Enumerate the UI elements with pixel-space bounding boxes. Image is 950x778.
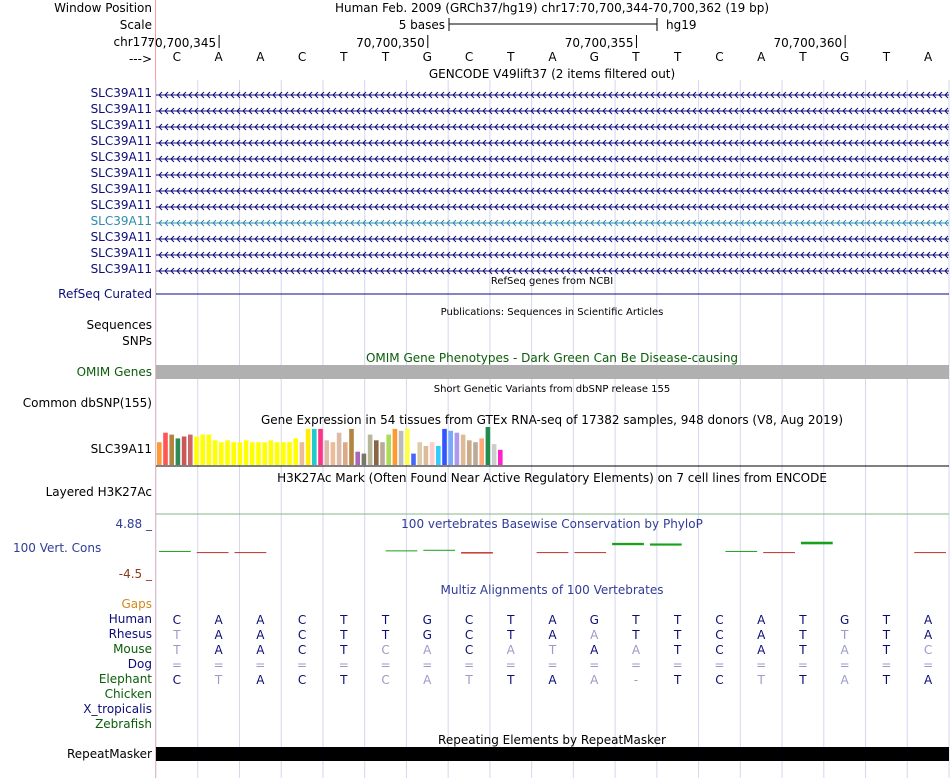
- phylop-title[interactable]: 100 vertebrates Basewise Conservation by PhyloP: [401, 517, 703, 531]
- base-letter: T: [381, 50, 390, 64]
- alignment-base: A: [590, 643, 599, 657]
- scale-label: Scale: [119, 18, 152, 32]
- refseq-track-label[interactable]: RefSeq Curated: [58, 287, 152, 301]
- alignment-base: A: [214, 628, 223, 642]
- alignment-base: A: [757, 613, 766, 627]
- gtex-tissue-bar[interactable]: [194, 437, 199, 466]
- alignment-base: A: [506, 643, 515, 657]
- alignment-base: A: [548, 673, 557, 687]
- gtex-tissue-bar[interactable]: [411, 454, 416, 465]
- alignment-base: A: [256, 673, 265, 687]
- gencode-gene-label[interactable]: SLC39A11: [90, 262, 152, 276]
- alignment-base: =: [380, 658, 391, 672]
- base-letter: A: [256, 50, 265, 64]
- alignment-base: C: [715, 673, 724, 687]
- scale-text: 5 bases: [398, 18, 445, 32]
- gtex-tissue-bar[interactable]: [467, 440, 472, 465]
- phylop-bar[interactable]: [763, 552, 795, 553]
- alignment-base: T: [882, 628, 891, 642]
- omim-title[interactable]: OMIM Gene Phenotypes - Dark Green Can Be Disease-causing: [365, 351, 739, 365]
- alignment-base: C: [715, 643, 724, 657]
- gtex-tissue-bar[interactable]: [430, 442, 435, 465]
- base-letter: A: [757, 50, 766, 64]
- base-letter: A: [214, 50, 223, 64]
- gencode-gene-label[interactable]: SLC39A11: [90, 214, 152, 228]
- base-letter: C: [715, 50, 724, 64]
- alignment-base: T: [799, 628, 807, 642]
- ruler-position: 70,700,355: [564, 36, 634, 50]
- publications-title[interactable]: Publications: Sequences in Scientific Articles: [440, 307, 664, 318]
- strand-label: --->: [128, 52, 152, 66]
- alignment-base: A: [840, 643, 849, 657]
- gtex-tissue-bar[interactable]: [287, 442, 292, 465]
- alignment-base: =: [756, 658, 767, 672]
- gtex-tissue-bar[interactable]: [424, 446, 429, 465]
- gtex-tissue-bar[interactable]: [374, 440, 379, 465]
- alignment-base: C: [923, 643, 933, 657]
- alignment-base: C: [297, 643, 307, 657]
- gtex-tissue-bar[interactable]: [300, 442, 305, 465]
- gtex-tissue-bar[interactable]: [318, 429, 323, 465]
- alignment-base: T: [340, 613, 348, 627]
- alignment-base: =: [297, 658, 308, 672]
- gtex-tissue-bar[interactable]: [188, 435, 193, 465]
- gtex-tissue-bar[interactable]: [498, 450, 503, 465]
- phylop-bar[interactable]: [423, 550, 455, 551]
- gtex-tissue-bar[interactable]: [176, 438, 181, 465]
- alignment-base: A: [631, 643, 641, 657]
- phylop-max-label: 4.88 _: [115, 517, 152, 531]
- gtex-tissue-bar[interactable]: [207, 435, 212, 465]
- alignment-base: =: [171, 658, 182, 672]
- alignment-base: =: [338, 658, 349, 672]
- alignment-base: A: [256, 643, 265, 657]
- gtex-tissue-bar[interactable]: [337, 433, 342, 465]
- base-letter: A: [924, 50, 933, 64]
- gencode-gene-label[interactable]: SLC39A11: [90, 118, 152, 132]
- alignment-base: =: [505, 658, 516, 672]
- alignment-base: T: [381, 613, 390, 627]
- base-letter: T: [799, 50, 807, 64]
- gtex-tissue-bar[interactable]: [269, 440, 274, 465]
- alignment-base: T: [173, 628, 181, 642]
- gtex-tissue-bar[interactable]: [455, 433, 460, 465]
- h3k27ac-title[interactable]: H3K27Ac Mark (Often Found Near Active Regulatory Elements) on 7 cell lines from ENCODE: [277, 471, 827, 485]
- multiz-species-label[interactable]: Dog: [127, 657, 152, 671]
- multiz-species-label[interactable]: Mouse: [113, 642, 152, 656]
- base-letter: C: [297, 50, 307, 64]
- gtex-tissue-bar[interactable]: [213, 440, 218, 465]
- gtex-tissue-bar[interactable]: [324, 440, 329, 465]
- alignment-base: T: [632, 613, 640, 627]
- phylop-bar[interactable]: [725, 551, 757, 552]
- gtex-tissue-bar[interactable]: [399, 431, 404, 465]
- phylop-bar[interactable]: [914, 552, 946, 553]
- alignment-base: A: [924, 613, 933, 627]
- gencode-gene-label[interactable]: SLC39A11: [90, 86, 152, 100]
- base-letter: T: [507, 50, 515, 64]
- gtex-tissue-bar[interactable]: [473, 442, 478, 465]
- alignment-base: T: [632, 628, 640, 642]
- dbsnp-track-label[interactable]: Common dbSNP(155): [22, 396, 152, 410]
- gtex-tissue-bar[interactable]: [355, 452, 360, 465]
- gtex-tissue-bar[interactable]: [281, 442, 286, 465]
- omim-track-label[interactable]: OMIM Genes: [76, 365, 152, 379]
- gtex-tissue-bar[interactable]: [231, 442, 236, 465]
- alignment-base: -: [633, 673, 639, 687]
- alignment-base: A: [840, 673, 849, 687]
- phylop-bar[interactable]: [386, 550, 418, 551]
- alignment-base: T: [507, 628, 515, 642]
- base-letter: G: [422, 50, 432, 64]
- pubs-snps-label[interactable]: SNPs: [122, 334, 152, 348]
- alignment-base: T: [507, 613, 515, 627]
- alignment-base: =: [923, 658, 934, 672]
- gtex-tissue-bar[interactable]: [393, 429, 398, 465]
- alignment-base: T: [882, 643, 891, 657]
- gencode-gene-label[interactable]: SLC39A11: [90, 134, 152, 148]
- chrom-label: chr17:: [113, 35, 152, 49]
- repeatmasker-title[interactable]: Repeating Elements by RepeatMasker: [438, 733, 666, 747]
- phylop-bar[interactable]: [197, 552, 229, 553]
- alignment-base: T: [214, 673, 223, 687]
- gtex-tissue-bar[interactable]: [442, 429, 447, 465]
- gtex-tissue-bar[interactable]: [238, 442, 243, 465]
- alignment-base: G: [422, 628, 432, 642]
- base-letter: T: [340, 50, 348, 64]
- alignment-base: T: [507, 673, 515, 687]
- alignment-base: A: [256, 613, 265, 627]
- alignment-base: T: [381, 628, 390, 642]
- alignment-base: T: [340, 643, 348, 657]
- gtex-tissue-bar[interactable]: [436, 446, 441, 465]
- gencode-gene-label[interactable]: SLC39A11: [90, 198, 152, 212]
- alignment-base: T: [799, 643, 807, 657]
- alignment-base: =: [881, 658, 892, 672]
- gencode-gene-label[interactable]: SLC39A11: [90, 230, 152, 244]
- base-letter: A: [548, 50, 557, 64]
- gtex-tissue-bar[interactable]: [479, 438, 484, 465]
- ruler-position: 70,700,360: [773, 36, 843, 50]
- ruler-position: 70,700,345: [147, 36, 217, 50]
- alignment-base: =: [714, 658, 725, 672]
- repeatmasker-bar[interactable]: [156, 747, 949, 761]
- base-letter: T: [674, 50, 682, 64]
- pubs-sequences-label[interactable]: Sequences: [86, 318, 152, 332]
- gtex-tissue-bar[interactable]: [157, 442, 162, 465]
- multiz-gaps-label: Gaps: [121, 597, 152, 611]
- alignment-base: C: [715, 628, 724, 642]
- alignment-base: A: [256, 628, 265, 642]
- base-letter: T: [882, 50, 891, 64]
- gtex-tissue-bar[interactable]: [225, 440, 230, 465]
- alignment-base: A: [548, 628, 557, 642]
- alignment-base: C: [464, 613, 474, 627]
- gtex-tissue-bar[interactable]: [405, 429, 410, 465]
- alignment-base: G: [422, 613, 432, 627]
- alignment-base: C: [297, 673, 307, 687]
- multiz-species-label[interactable]: X_tropicalis: [83, 702, 152, 716]
- gtex-tissue-bar[interactable]: [343, 442, 348, 465]
- alignment-base: A: [757, 643, 766, 657]
- alignment-base: T: [840, 628, 849, 642]
- alignment-base: C: [172, 673, 182, 687]
- alignment-base: =: [463, 658, 475, 672]
- gtex-tissue-bar[interactable]: [448, 431, 453, 465]
- alignment-base: C: [464, 628, 474, 642]
- alignment-base: =: [839, 658, 850, 672]
- refseq-title[interactable]: RefSeq genes from NCBI: [490, 276, 614, 287]
- gtex-tissue-bar[interactable]: [250, 442, 255, 465]
- gencode-gene-label[interactable]: SLC39A11: [90, 150, 152, 164]
- alignment-base: A: [757, 628, 766, 642]
- gencode-gene-label[interactable]: SLC39A11: [90, 182, 152, 196]
- gtex-tissue-bar[interactable]: [380, 442, 385, 465]
- alignment-base: C: [297, 613, 307, 627]
- gtex-tissue-bar[interactable]: [417, 442, 422, 465]
- alignment-base: =: [547, 658, 558, 672]
- gtex-tissue-bar[interactable]: [349, 429, 354, 465]
- alignment-base: A: [214, 613, 223, 627]
- gtex-tissue-bar[interactable]: [492, 444, 497, 465]
- alignment-base: C: [172, 613, 182, 627]
- gtex-track-label[interactable]: SLC39A11: [90, 442, 152, 456]
- alignment-base: =: [630, 658, 642, 672]
- phylop-bar[interactable]: [612, 543, 644, 545]
- repeatmasker-track-label[interactable]: RepeatMasker: [66, 747, 152, 761]
- gtex-tissue-bar[interactable]: [312, 429, 317, 465]
- phylop-bar[interactable]: [574, 552, 606, 553]
- alignment-base: G: [589, 613, 599, 627]
- alignment-base: T: [799, 673, 807, 687]
- gtex-tissue-bar[interactable]: [262, 442, 267, 465]
- alignment-base: T: [674, 628, 682, 642]
- gtex-tissue-bar[interactable]: [293, 438, 298, 465]
- alignment-base: T: [799, 613, 807, 627]
- alignment-base: T: [757, 673, 765, 687]
- gtex-title[interactable]: Gene Expression in 54 tissues from GTEx RNA-seq of 17382 samples, 948 donors (V8, Aug 2019): [260, 413, 844, 427]
- phylop-bar[interactable]: [159, 551, 191, 552]
- base-letter: C: [172, 50, 182, 64]
- alignment-base: T: [340, 673, 348, 687]
- gencode-title[interactable]: GENCODE V49lift37 (2 items filtered out): [428, 67, 676, 81]
- alignment-base: A: [590, 628, 599, 642]
- gtex-tissue-bar[interactable]: [256, 442, 261, 465]
- alignment-base: T: [465, 673, 473, 687]
- omim-gene-bar[interactable]: [156, 365, 949, 379]
- gtex-tissue-bar[interactable]: [461, 435, 466, 465]
- phylop-bar[interactable]: [537, 552, 569, 553]
- gtex-tissue-bar[interactable]: [163, 433, 168, 465]
- alignment-base: G: [840, 613, 850, 627]
- gtex-tissue-bar[interactable]: [362, 454, 367, 465]
- scale-db: hg19: [666, 18, 697, 32]
- alignment-base: C: [381, 673, 390, 687]
- gtex-tissue-bar[interactable]: [219, 442, 224, 465]
- base-letter: G: [840, 50, 850, 64]
- track-labels-column: [0, 0, 155, 778]
- alignment-base: T: [674, 643, 682, 657]
- dbsnp-title[interactable]: Short Genetic Variants from dbSNP release 155: [433, 384, 671, 395]
- assembly-title: Human Feb. 2009 (GRCh37/hg19) chr17:70,700,344-70,700,362 (19 bp): [334, 1, 770, 15]
- alignment-base: A: [548, 613, 557, 627]
- alignment-base: =: [213, 658, 224, 672]
- alignment-base: A: [590, 673, 599, 687]
- multiz-title[interactable]: Multiz Alignments of 100 Vertebrates: [440, 583, 664, 597]
- multiz-species-label[interactable]: Human: [108, 612, 152, 626]
- alignment-base: A: [924, 673, 933, 687]
- gtex-tissue-bar[interactable]: [486, 427, 491, 465]
- alignment-base: C: [381, 643, 390, 657]
- gencode-gene-label[interactable]: SLC39A11: [90, 102, 152, 116]
- gtex-tissue-bar[interactable]: [169, 435, 174, 465]
- alignment-base: C: [715, 613, 724, 627]
- alignment-base: T: [674, 613, 682, 627]
- alignment-base: =: [797, 658, 808, 672]
- alignment-base: C: [297, 628, 307, 642]
- multiz-species-label[interactable]: Rhesus: [108, 627, 152, 641]
- phylop-track-label[interactable]: 100 Vert. Cons: [13, 541, 102, 555]
- gtex-tissue-bar[interactable]: [275, 442, 280, 465]
- gtex-tissue-bar[interactable]: [182, 437, 187, 466]
- gtex-tissue-bar[interactable]: [368, 435, 373, 465]
- alignment-base: T: [674, 673, 682, 687]
- phylop-bar[interactable]: [235, 552, 267, 553]
- gtex-tissue-bar[interactable]: [244, 440, 249, 465]
- gencode-gene-label[interactable]: SLC39A11: [90, 246, 152, 260]
- alignment-base: A: [423, 673, 432, 687]
- phylop-bar[interactable]: [461, 552, 493, 553]
- alignment-base: =: [589, 658, 600, 672]
- phylop-bar[interactable]: [650, 543, 682, 545]
- alignment-base: =: [422, 658, 433, 672]
- ruler-position: 70,700,350: [356, 36, 425, 50]
- alignment-base: C: [464, 643, 474, 657]
- alignment-base: T: [340, 628, 348, 642]
- alignment-base: =: [672, 658, 683, 672]
- gtex-tissue-bar[interactable]: [386, 435, 391, 465]
- multiz-species-label[interactable]: Elephant: [98, 672, 152, 686]
- alignment-base: T: [882, 613, 891, 627]
- base-letter: T: [632, 50, 640, 64]
- base-letter: G: [589, 50, 599, 64]
- alignment-base: =: [255, 658, 266, 672]
- gencode-gene-label[interactable]: SLC39A11: [90, 166, 152, 180]
- gtex-tissue-bar[interactable]: [200, 435, 205, 465]
- alignment-base: T: [173, 643, 181, 657]
- phylop-bar[interactable]: [801, 542, 833, 545]
- gtex-tissue-bar[interactable]: [331, 442, 336, 465]
- multiz-species-label[interactable]: Chicken: [104, 687, 152, 701]
- phylop-min-label: -4.5 _: [118, 567, 152, 581]
- base-letter: C: [464, 50, 474, 64]
- alignment-base: A: [924, 628, 933, 642]
- multiz-species-label[interactable]: Zebrafish: [95, 717, 152, 731]
- alignment-base: A: [214, 643, 223, 657]
- alignment-base: A: [423, 643, 432, 657]
- window-position-label: Window Position: [54, 1, 152, 15]
- alignment-base: T: [548, 643, 557, 657]
- alignment-base: T: [882, 673, 891, 687]
- h3k27ac-track-label[interactable]: Layered H3K27Ac: [45, 485, 152, 499]
- gtex-tissue-bar[interactable]: [306, 429, 311, 465]
